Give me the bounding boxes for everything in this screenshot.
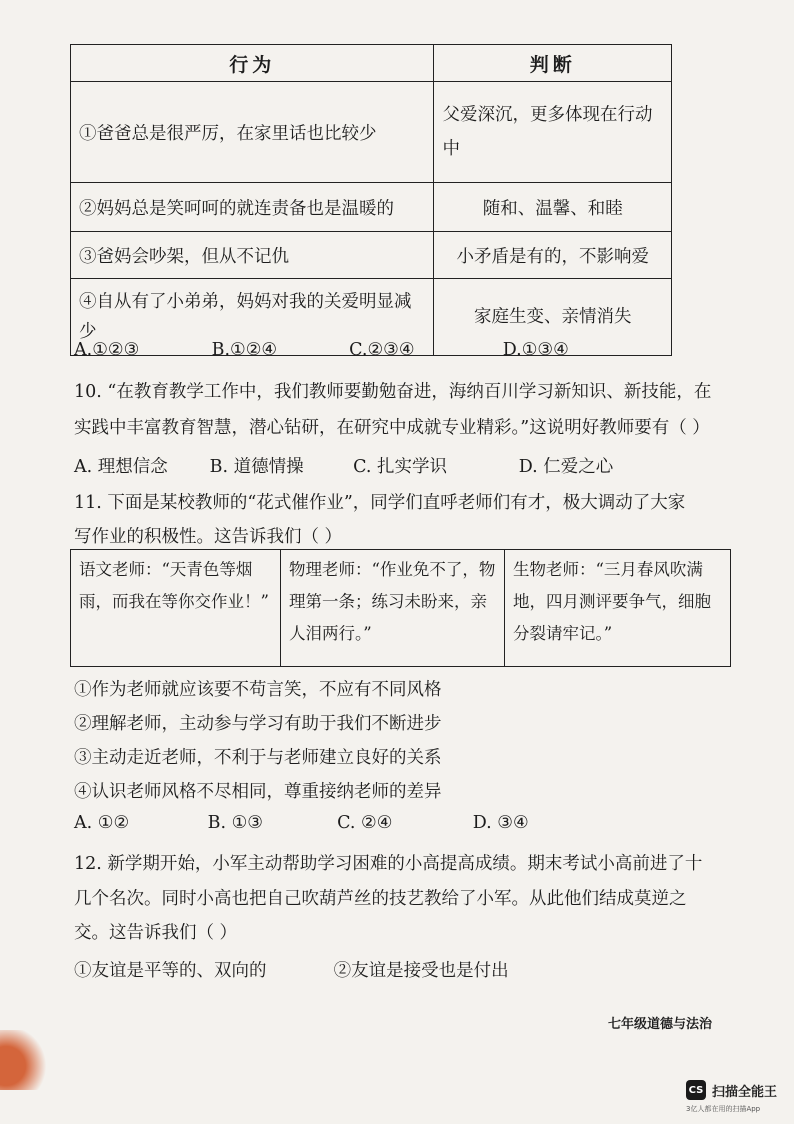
scanner-tagline: 3亿人都在用的扫描App [686,1105,761,1113]
q9-option-b: B.①②④ [211,340,278,360]
judgment-cell: 父爱深沉，更多体现在行动中 [434,82,672,183]
q10-stem-line2: 实践中丰富教育智慧，潜心钻研，在研究中成就专业精彩。”这说明好教师要有（ ） [74,418,710,438]
scanner-name: 扫描全能王 [712,1084,778,1100]
table-row [71,82,672,183]
q12-stem-line3: 交。这告诉我们（ ） [74,923,238,943]
cs-logo-icon: CS [686,1080,706,1100]
q11-stem-line2: 写作业的积极性。这告诉我们（ ） [74,527,343,547]
q12-statement: ②友谊是接受也是付出 [333,961,509,981]
chinese-teacher-cell: 语文老师：“天青色等烟雨，而我在等你交作业！” [71,550,281,667]
biology-teacher-cell: 生物老师：“三月春风吹满地，四月测评要争气，细胞分裂请牢记。” [505,550,731,667]
q10-option-b: B. 道德情操 [209,457,304,477]
header-judgment: 判断 [434,45,672,82]
behavior-cell: ③爸妈会吵架，但从不记仇 [71,232,434,279]
q9-options [74,340,569,360]
q11-option-d: D. ③④ [472,813,529,833]
q10-option-a: A. 理想信念 [74,457,168,477]
table-row [71,183,672,232]
q10-option-d: D. 仁爱之心 [518,457,614,477]
table-row [71,550,731,667]
header-behavior: 行为 [71,45,434,82]
q10-option-c: C. 扎实学识 [353,457,448,477]
physics-teacher-cell: 物理老师：“作业免不了，物理第一条；练习未盼来，亲人泪两行。” [281,550,505,667]
judgment-cell: 家庭生变、亲情消失 [434,279,672,356]
q11-option-a: A. ①② [74,813,130,833]
q11-options [74,813,529,833]
q9-option-a: A.①②③ [74,340,140,360]
table-header-row [71,45,672,82]
corner-mark [0,1030,60,1090]
subject-footer: 七年级道德与法治 [608,1017,713,1032]
q9-option-c: C.②③④ [349,340,415,360]
q11-option-c: C. ②④ [337,813,393,833]
teacher-quotes-table [70,549,731,667]
q11-statement: ④认识老师风格不尽相同，尊重接纳老师的差异 [74,782,442,802]
behavior-cell: ①爸爸总是很严厉，在家里话也比较少 [71,82,434,183]
q9-option-d: D.①③④ [502,340,569,360]
q11-option-b: B. ①③ [207,813,263,833]
q12-statements [74,957,509,982]
behavior-judgment-table [70,44,672,356]
behavior-cell: ②妈妈总是笑呵呵的就连责备也是温暖的 [71,183,434,232]
q11-statement: ③主动走近老师，不利于与老师建立良好的关系 [74,748,442,768]
scanner-watermark [686,1080,777,1100]
q11-statement: ①作为老师就应该要不苟言笑，不应有不同风格 [74,680,442,700]
q10-options [74,453,613,478]
behavior-cell: ④自从有了小弟弟，妈妈对我的关爱明显减少 [71,279,434,356]
q11-stem-line1: 11. 下面是某校教师的“花式催作业”，同学们直呼老师们有才，极大调动了大家 [74,493,686,513]
judgment-cell: 小矛盾是有的，不影响爱 [434,232,672,279]
q11-statement: ②理解老师，主动参与学习有助于我们不断进步 [74,714,442,734]
q10-stem-line1: 10. “在教育教学工作中，我们教师要勤勉奋进，海纳百川学习新知识、新技能，在 [74,382,712,402]
q12-statement: ①友谊是平等的、双向的 [74,961,267,981]
q12-stem-line1: 12. 新学期开始，小军主动帮助学习困难的小高提高成绩。期末考试小高前进了十 [74,854,703,874]
judgment-cell: 随和、温馨、和睦 [434,183,672,232]
q12-stem-line2: 几个名次。同时小高也把自己吹葫芦丝的技艺教给了小军。从此他们结成莫逆之 [74,889,687,909]
table-row [71,232,672,279]
